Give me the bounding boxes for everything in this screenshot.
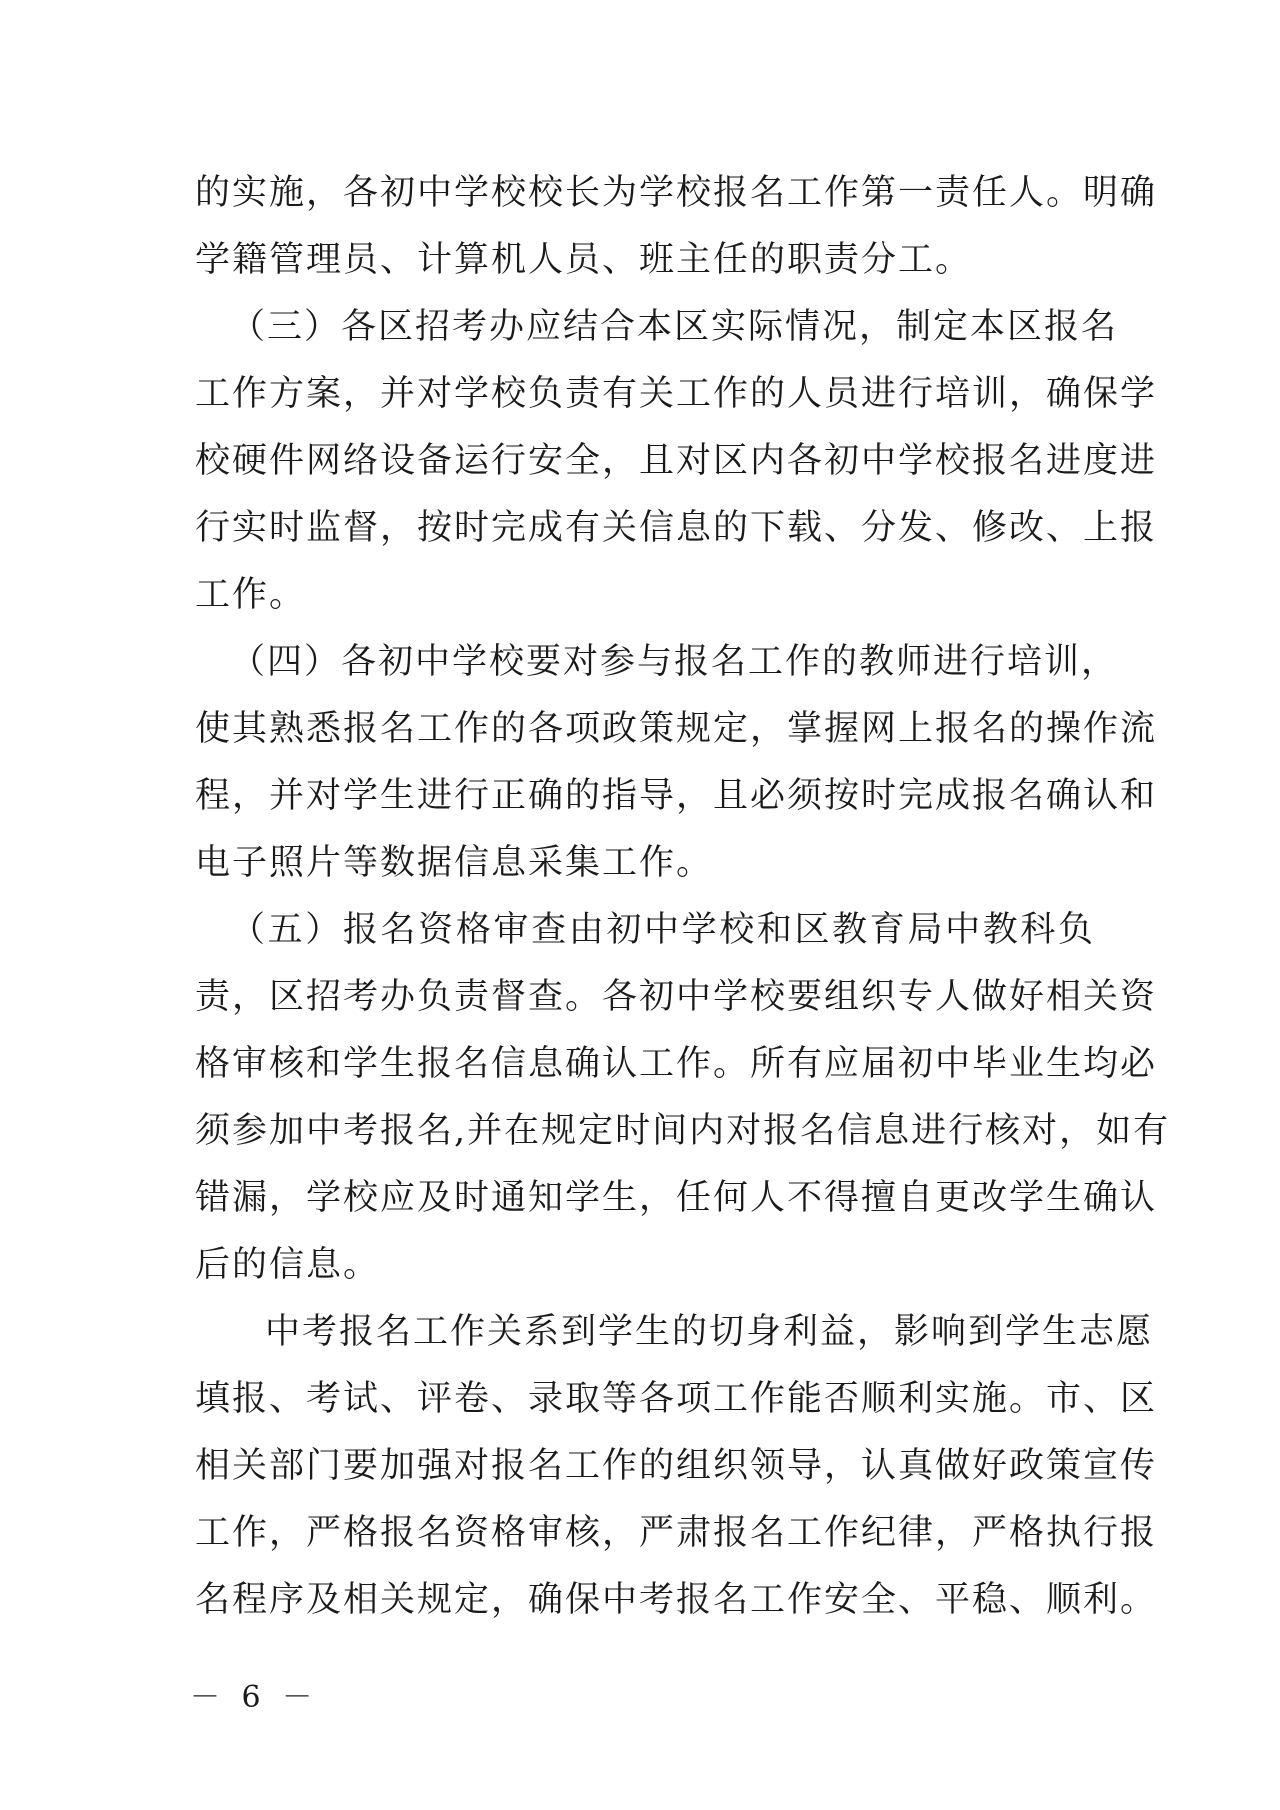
text-line: 填报、考试、评卷、录取等各项工作能否顺利实施。市、区 [195,1379,1158,1419]
text-line: （三）各区招考办应结合本区实际情况，制定本区报名 [230,307,1119,347]
text-line: 学籍管理员、计算机人员、班主任的职责分工。 [195,240,973,280]
text-line: （五）报名资格审查由初中学校和区教育局中教科负 [230,910,1095,950]
body-text [195,160,1171,1634]
text-line: （四）各初中学校要对参与报名工作的教师进行培训， [230,642,1119,682]
text-line: 行实时监督，按时完成有关信息的下载、分发、修改、上报 [195,508,1158,548]
text-line: 工作，严格报名资格审核，严肃报名工作纪律，严格执行报 [195,1513,1158,1553]
text-line: 相关部门要加强对报名工作的组织领导，认真做好政策宣传 [195,1446,1158,1486]
text-line: 使其熟悉报名工作的各项政策规定，掌握网上报名的操作流 [195,709,1158,749]
text-line: 工作。 [195,575,307,615]
page-number: － 6 － [190,1680,319,1715]
text-line: 中考报名工作关系到学生的切身利益，影响到学生志愿 [265,1312,1154,1352]
text-line: 电子照片等数据信息采集工作。 [195,843,714,883]
text-line: 名程序及相关规定，确保中考报名工作安全、平稳、顺利。 [195,1580,1158,1620]
text-line: 校硬件网络设备运行安全，且对区内各初中学校报名进度进 [195,441,1158,481]
text-line: 须参加中考报名,并在规定时间内对报名信息进行核对，如有 [195,1111,1171,1151]
text-line: 错漏，学校应及时通知学生，任何人不得擅自更改学生确认 [195,1178,1158,1218]
text-line: 格审核和学生报名信息确认工作。所有应届初中毕业生均必 [195,1044,1158,1084]
text-line: 后的信息。 [195,1245,381,1285]
text-line: 程，并对学生进行正确的指导，且必须按时完成报名确认和 [195,776,1158,816]
text-line: 责，区招考办负责督查。各初中学校要组织专人做好相关资 [195,977,1158,1017]
text-line: 工作方案，并对学校负责有关工作的人员进行培训，确保学 [195,374,1158,414]
text-line: 的实施，各初中学校校长为学校报名工作第一责任人。明确 [195,173,1158,213]
